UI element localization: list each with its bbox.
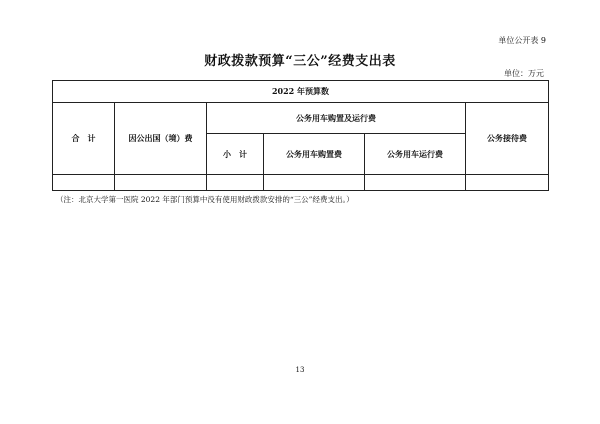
value-cell-total — [53, 175, 115, 191]
page-number: 13 — [295, 366, 305, 374]
year-header-cell: 2022 年预算数 — [53, 81, 549, 103]
reception-header-cell: 公务接待费 — [466, 103, 549, 175]
sangong-expense-table — [52, 80, 549, 191]
table-header-row — [53, 103, 549, 134]
vehicle-group-header-cell: 公务用车购置及运行费 — [207, 103, 466, 134]
value-cell-vehicle-subtotal — [207, 175, 264, 191]
vehicle-operation-header-cell: 公务用车运行费 — [365, 134, 466, 175]
table-year-row — [53, 81, 549, 103]
value-cell-vehicle-purchase — [264, 175, 365, 191]
unit-label: 单位：万元 — [504, 69, 544, 78]
value-cell-reception — [466, 175, 549, 191]
value-cell-vehicle-operation — [365, 175, 466, 191]
abroad-header-cell: 因公出国（境）费 — [115, 103, 207, 175]
table-row — [53, 175, 549, 191]
vehicle-subtotal-header-cell: 小 计 — [207, 134, 264, 175]
value-cell-abroad — [115, 175, 207, 191]
page-title: 财政拨款预算“三公”经费支出表 — [204, 54, 396, 69]
total-header-cell: 合 计 — [53, 103, 115, 175]
table-number: 单位公开表 9 — [498, 36, 546, 45]
table-note: （注：北京大学第一医院 2022 年部门预算中没有使用财政拨款安排的“三公”经费支出。） — [56, 195, 354, 204]
vehicle-purchase-header-cell: 公务用车购置费 — [264, 134, 365, 175]
